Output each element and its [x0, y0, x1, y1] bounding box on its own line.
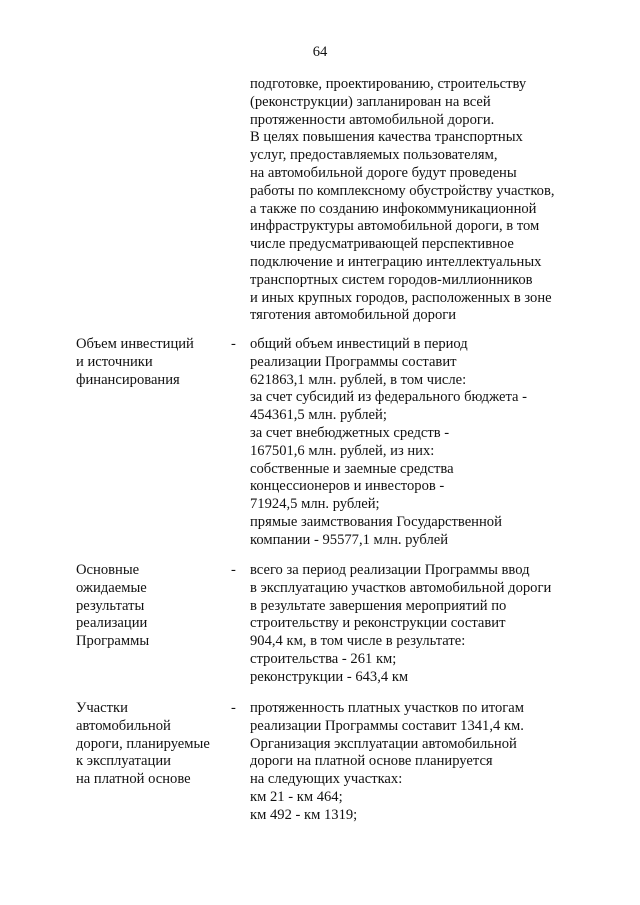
text-line: строительства - 261 км; — [250, 650, 397, 667]
text-line: Организация эксплуатации автомобильной — [250, 735, 517, 752]
label-line: Основные — [76, 562, 140, 578]
label-line: результаты — [76, 597, 145, 614]
text-line: км 21 - км 464; — [250, 788, 343, 805]
text-line: 167501,6 млн. рублей, из них: — [250, 442, 435, 459]
label-line: автомобильной — [76, 717, 171, 734]
section-dash: - — [231, 336, 236, 352]
text-line: реализации Программы составит — [250, 353, 457, 370]
section-content — [250, 336, 580, 550]
text-line: услуг, предоставляемых пользователям, — [250, 147, 498, 164]
text-line: работы по комплексному обустройству участков, — [250, 182, 555, 199]
text-line: и иных крупных городов, расположенных в зоне — [250, 289, 552, 306]
label-line: и источники — [76, 353, 153, 370]
text-line: реализации Программы составит 1341,4 км. — [250, 717, 524, 734]
text-line: строительству и реконструкции составит — [250, 615, 506, 632]
section-label — [76, 336, 236, 389]
text-line: в эксплуатацию участков автомобильной дороги — [250, 579, 552, 596]
label-line: ожидаемые — [76, 579, 147, 596]
label-line: Программы — [76, 633, 150, 650]
text-line: а также по созданию инфокоммуникационной — [250, 200, 537, 217]
label-line: финансирования — [76, 371, 180, 388]
label-line: к эксплуатации — [76, 753, 171, 770]
text-line: всего за период реализации Программы ввод — [250, 562, 530, 578]
label-line: на платной основе — [76, 771, 191, 788]
text-line: компании - 95577,1 млн. рублей — [250, 531, 449, 548]
text-line: дороги на платной основе планируется — [250, 753, 493, 770]
section-label — [76, 700, 236, 789]
section-label — [76, 562, 236, 651]
text-line: протяженность платных участков по итогам — [250, 700, 524, 716]
label-line: дороги, планируемые — [76, 735, 210, 752]
text-line: протяженности автомобильной дороги. — [250, 111, 495, 128]
label-line: реализации — [76, 615, 148, 632]
text-line: собственные и заемные средства — [250, 460, 454, 477]
text-line: км 492 - км 1319; — [250, 806, 358, 823]
text-line: концессионеров и инвесторов - — [250, 478, 445, 495]
text-line: транспортных систем городов-миллионников — [250, 271, 533, 288]
section-dash: - — [231, 562, 236, 578]
label-line: Объем инвестиций — [76, 336, 194, 352]
text-line: общий объем инвестиций в период — [250, 336, 468, 352]
text-line: прямые заимствования Государственной — [250, 513, 502, 530]
page-number: 64 — [312, 44, 328, 60]
text-line: инфраструктуры автомобильной дороги, в том — [250, 218, 540, 235]
text-line: 904,4 км, в том числе в результате: — [250, 633, 466, 650]
text-line: (реконструкции) запланирован на всей — [250, 93, 491, 110]
text-line: на следующих участках: — [250, 771, 403, 788]
text-line: на автомобильной дороге будут проведены — [250, 164, 517, 181]
label-line: Участки — [76, 700, 128, 716]
text-line: 454361,5 млн. рублей; — [250, 407, 387, 424]
section-content — [250, 700, 580, 825]
text-line: за счет субсидий из федерального бюджета - — [250, 389, 528, 406]
section-content — [250, 562, 580, 687]
text-line: за счет внебюджетных средств - — [250, 424, 450, 441]
section-dash: - — [231, 700, 236, 716]
text-line: подготовке, проектированию, строительству — [250, 76, 527, 92]
text-line: реконструкции - 643,4 км — [250, 668, 409, 685]
text-line: 71924,5 млн. рублей; — [250, 496, 380, 513]
text-line: 621863,1 млн. рублей, в том числе: — [250, 371, 467, 388]
text-line: числе предусматривающей перспективное — [250, 236, 514, 253]
text-line: подключение и интеграцию интеллектуальных — [250, 253, 542, 270]
continuation-text — [250, 76, 580, 325]
text-line: В целях повышения качества транспортных — [250, 129, 523, 146]
text-line: тяготения автомобильной дороги — [250, 307, 457, 324]
text-line: в результате завершения мероприятий по — [250, 597, 507, 614]
